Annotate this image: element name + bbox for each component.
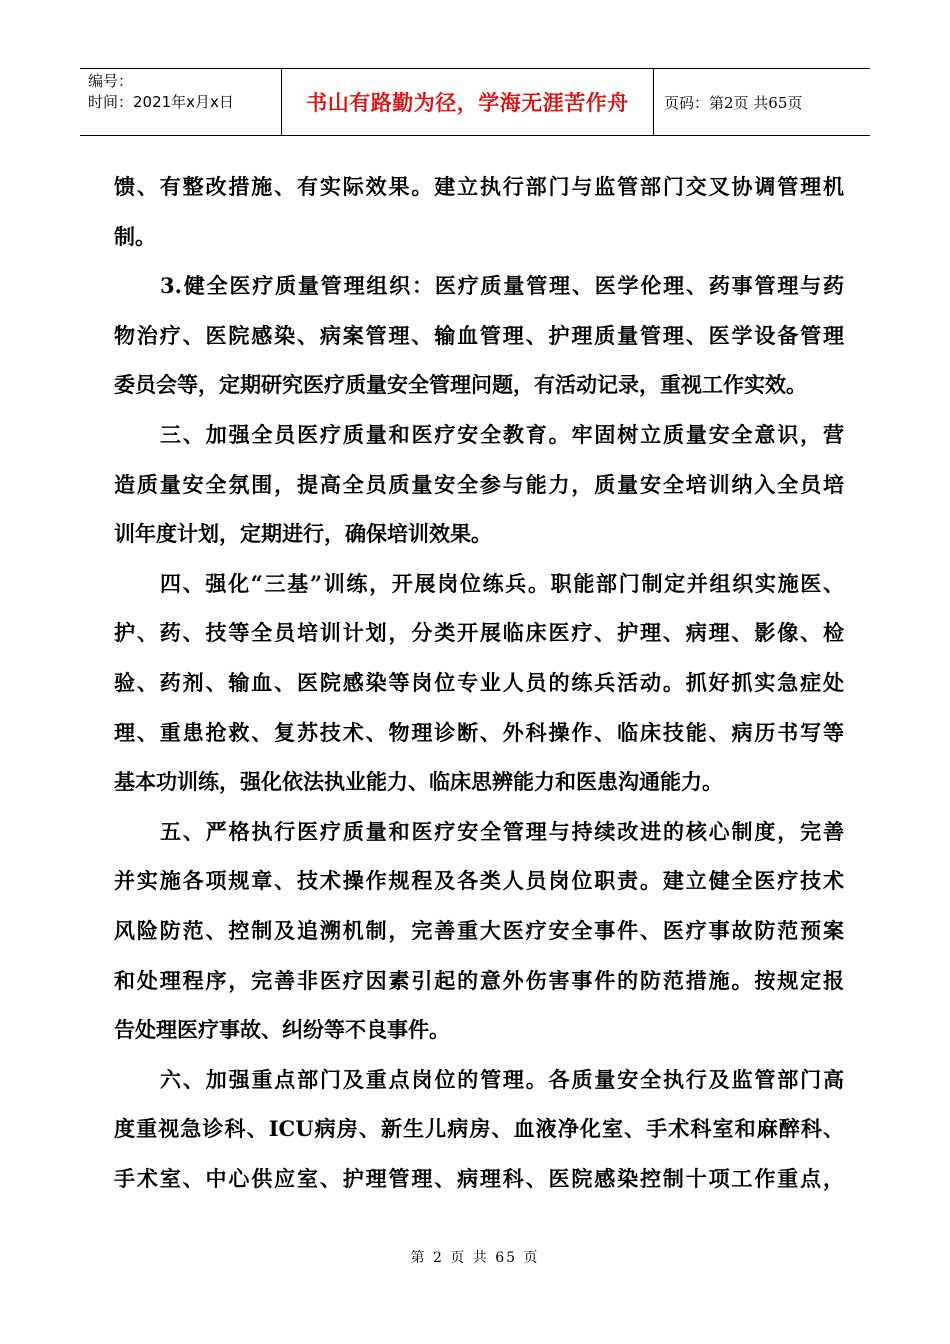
text-line: 四、强化“三基”训练，开展岗位练兵。职能部门制定并组织实施医、 (160, 570, 844, 596)
header-page-info: 页码：第2页 共65页 (664, 93, 803, 112)
text-line: 度重视急诊科、ICU病房、新生儿病房、血液净化室、手术科室和麻醉科、 (114, 1116, 844, 1142)
text-line: 理、重患抢救、复苏技术、物理诊断、外科操作、临床技能、病历书写等 (114, 719, 844, 745)
text-line: 护、药、技等全员培训计划，分类开展临床医疗、护理、病理、影像、检 (114, 620, 844, 646)
text-line: 风险防范、控制及追溯机制，完善重大医疗安全事件、医疗事故防范预案 (114, 917, 844, 943)
text-line: 造质量安全氛围，提高全员质量安全参与能力，质量安全培训纳入全员培 (114, 471, 844, 497)
text-line: 验、药剂、输血、医院感染等岗位专业人员的练兵活动。抓好抓实急症处 (114, 669, 844, 695)
text-line: 三、加强全员医疗质量和医疗安全教育。牢固树立质量安全意识，营 (160, 421, 844, 447)
text-line: 手术室、中心供应室、护理管理、病理科、医院感染控制十项工作重点， (114, 1165, 844, 1191)
text-line: 物治疗、医院感染、病案管理、输血管理、护理质量管理、医学设备管理 (114, 322, 844, 348)
text-line: 基本功训练，强化依法执业能力、临床思辨能力和医患沟通能力。 (114, 769, 723, 795)
code-label: 编号： (88, 72, 134, 90)
text-line: 并实施各项规章、技术操作规程及各类人员岗位职责。建立健全医疗技术 (114, 868, 844, 894)
page-header (80, 68, 870, 136)
text-line: 委员会等，定期研究医疗质量安全管理问题，有活动记录，重视工作实效。 (114, 372, 807, 398)
text-line: 五、严格执行医疗质量和医疗安全管理与持续改进的核心制度，完善 (160, 818, 844, 844)
header-motto: 书山有路勤为径，学海无涯苦作舟 (282, 69, 654, 135)
text-line: 训年度计划，定期进行，确保培训效果。 (114, 521, 492, 547)
text-line: 告处理医疗事故、纠纷等不良事件。 (114, 1017, 450, 1043)
text-line: 馈、有整改措施、有实际效果。建立执行部门与监管部门交叉协调管理机 (114, 174, 844, 199)
text-line: 六、加强重点部门及重点岗位的管理。各质量安全执行及监管部门高 (160, 1066, 844, 1092)
page-footer: 第 2 页 共 65 页 (410, 1250, 540, 1266)
date-label: 时间：2021年x月x日 (88, 93, 234, 111)
text-line: 制。 (114, 223, 156, 249)
text-line: 3.健全医疗质量管理组织：医疗质量管理、医学伦理、药事管理与药 (160, 273, 844, 299)
text-line: 和处理程序，完善非医疗因素引起的意外伤害事件的防范措施。按规定报 (114, 967, 844, 993)
header-meta (80, 69, 282, 135)
document-body (114, 162, 844, 1203)
